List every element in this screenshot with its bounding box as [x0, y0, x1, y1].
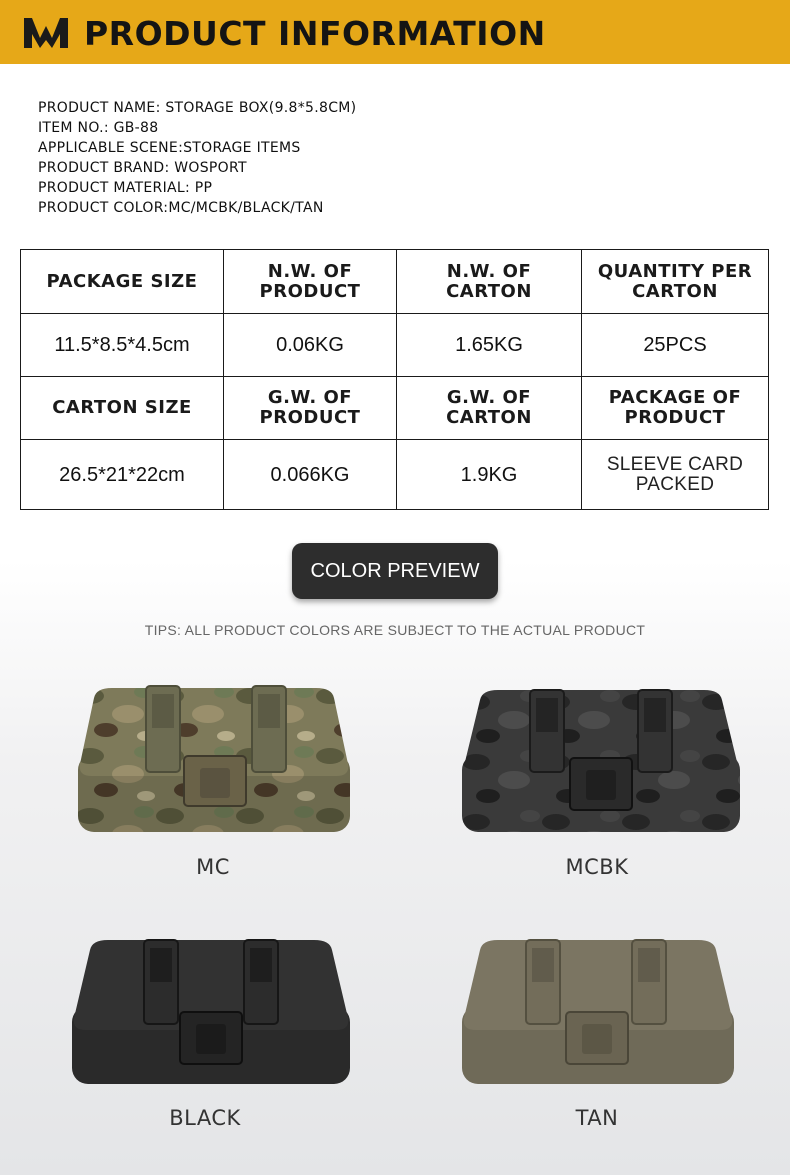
product-label-tan: TAN [575, 1106, 619, 1130]
product-image-tan [460, 938, 736, 1088]
header-package-of-product: PACKAGE OF PRODUCT [582, 377, 769, 440]
header-carton-size: CARTON SIZE [21, 377, 224, 440]
table-row [21, 314, 769, 377]
info-product-name: PRODUCT NAME: STORAGE BOX(9.8*5.8CM) [38, 100, 357, 116]
product-label-mcbk: MCBK [565, 855, 629, 879]
value-carton-size: 26.5*21*22cm [21, 440, 224, 510]
value-gw-carton: 1.9KG [397, 440, 582, 510]
product-label-black: BLACK [169, 1106, 241, 1130]
value-nw-product: 0.06KG [224, 314, 397, 377]
storage-box-mc-icon [76, 684, 352, 836]
header-nw-product: N.W. OF PRODUCT [224, 250, 397, 314]
info-applicable-scene: APPLICABLE SCENE:STORAGE ITEMS [38, 140, 301, 156]
storage-box-mcbk-icon [460, 688, 742, 836]
value-gw-product: 0.066KG [224, 440, 397, 510]
product-label-mc: MC [196, 855, 230, 879]
storage-box-black-icon [70, 938, 352, 1088]
table-row [21, 440, 769, 510]
header-nw-carton: N.W. OF CARTON [397, 250, 582, 314]
header-gw-product: G.W. OF PRODUCT [224, 377, 397, 440]
spec-table [20, 249, 769, 510]
w-logo-icon [24, 16, 68, 50]
info-color: PRODUCT COLOR:MC/MCBK/BLACK/TAN [38, 200, 324, 216]
header-bar [0, 0, 790, 64]
page-title: PRODUCT INFORMATION [84, 14, 546, 53]
product-info-list [38, 98, 356, 218]
info-material: PRODUCT MATERIAL: PP [38, 180, 213, 196]
header-gw-carton: G.W. OF CARTON [397, 377, 582, 440]
header-quantity-per-carton: QUANTITY PER CARTON [582, 250, 769, 314]
color-preview-button[interactable]: COLOR PREVIEW [292, 543, 498, 599]
product-image-black [70, 938, 352, 1088]
value-nw-carton: 1.65KG [397, 314, 582, 377]
table-row [21, 377, 769, 440]
storage-box-tan-icon [460, 938, 736, 1088]
value-package-of-product: SLEEVE CARD PACKED [582, 440, 769, 510]
value-package-size: 11.5*8.5*4.5cm [21, 314, 224, 377]
value-quantity-per-carton: 25PCS [582, 314, 769, 377]
info-brand: PRODUCT BRAND: WOSPORT [38, 160, 247, 176]
tips-text: TIPS: ALL PRODUCT COLORS ARE SUBJECT TO THE ACTUAL PRODUCT [144, 622, 646, 638]
info-item-no: ITEM NO.: GB-88 [38, 120, 159, 136]
product-image-mcbk [460, 688, 742, 836]
table-row [21, 250, 769, 314]
product-image-mc [76, 684, 352, 836]
header-package-size: PACKAGE SIZE [21, 250, 224, 314]
